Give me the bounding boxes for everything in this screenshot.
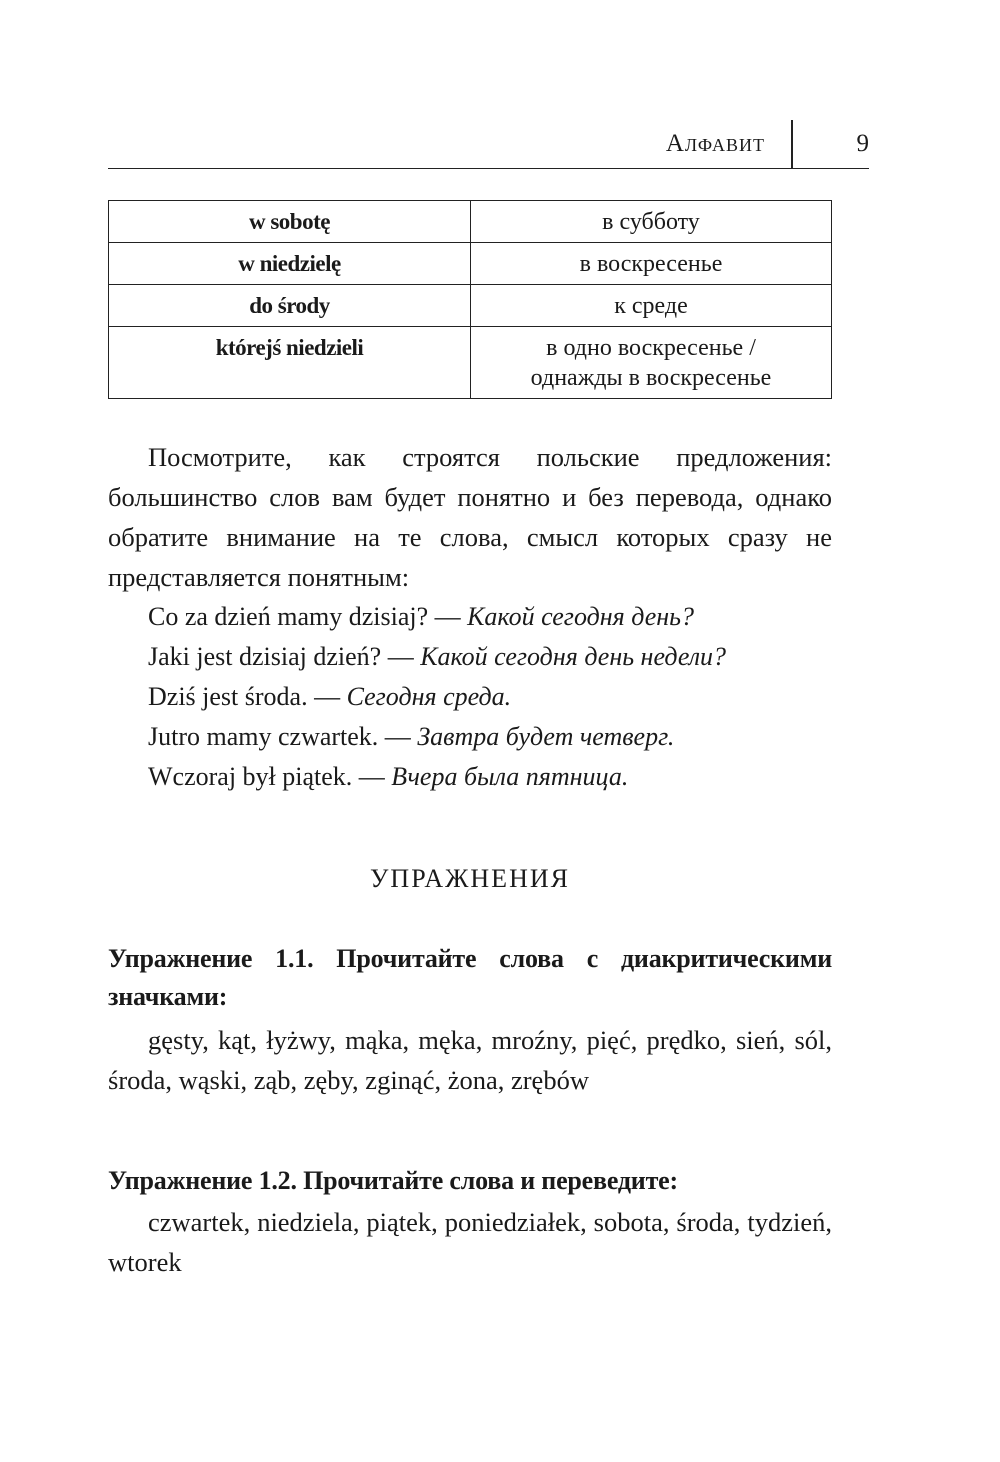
exercise-2-body: czwartek, niedziela, piątek, poniedziałek, sobota, środa, tydzień, wtorek <box>108 1207 832 1277</box>
vocabulary-table <box>108 200 832 399</box>
table-row <box>109 285 832 327</box>
table-row <box>109 201 832 243</box>
russian-cell: к среде <box>471 285 832 327</box>
page-number: 9 <box>856 130 869 157</box>
example-translation: Сегодня среда. <box>346 682 512 711</box>
section-title: УПРАЖНЕНИЯ <box>370 864 570 893</box>
table-row <box>109 327 832 399</box>
example-polish: Wczoraj był piątek. — <box>148 762 392 791</box>
running-header <box>108 120 869 169</box>
example-polish: Co za dzień mamy dzisiaj? — <box>148 602 468 631</box>
polish-cell: w sobotę <box>109 201 471 243</box>
example-line <box>148 637 838 677</box>
example-translation: Вчера была пятница. <box>391 762 629 791</box>
table-row <box>109 243 832 285</box>
chapter-title: Алфавит <box>665 130 765 157</box>
exercise-2-title: Упражнение 1.2. Прочитайте слова и переведите: <box>108 1166 678 1195</box>
example-line <box>148 757 838 797</box>
exercise-1-body: gęsty, kąt, łyżwy, mąka, męka, mroźny, pięć, prędko, sień, sól, środa, wąski, ząb, zęby, zginąć, żona, zrębów <box>108 1025 832 1095</box>
example-translation: Какой сегодня день недели? <box>420 642 727 671</box>
example-sentences <box>148 597 838 797</box>
header-divider <box>791 120 793 168</box>
polish-cell: do środy <box>109 285 471 327</box>
example-line <box>148 597 838 637</box>
example-polish: Jutro mamy czwartek. — <box>148 722 418 751</box>
example-line <box>148 717 838 757</box>
russian-cell: в субботу <box>471 201 832 243</box>
polish-cell: w niedzielę <box>109 243 471 285</box>
exercise-1-title: Упражнение 1.1. Прочитайте слова с диакритическими значками: <box>108 944 832 1011</box>
russian-cell: в воскресенье <box>471 243 832 285</box>
example-translation: Завтра будет четверг. <box>417 722 675 751</box>
example-line <box>148 677 838 717</box>
russian-cell: в одно воскресенье / однажды в воскресенье <box>471 327 832 399</box>
intro-paragraph: Посмотрите, как строятся польские предложения: большинство слов вам будет понятно и без перевода, однако обратите внимание на те слова, смысл которых сразу не представляется понятным: <box>108 442 832 592</box>
polish-cell: którejś niedzieli <box>109 327 471 399</box>
example-polish: Jaki jest dzisiaj dzień? — <box>148 642 421 671</box>
example-polish: Dziś jest środa. — <box>148 682 347 711</box>
example-translation: Какой сегодня день? <box>467 602 694 631</box>
